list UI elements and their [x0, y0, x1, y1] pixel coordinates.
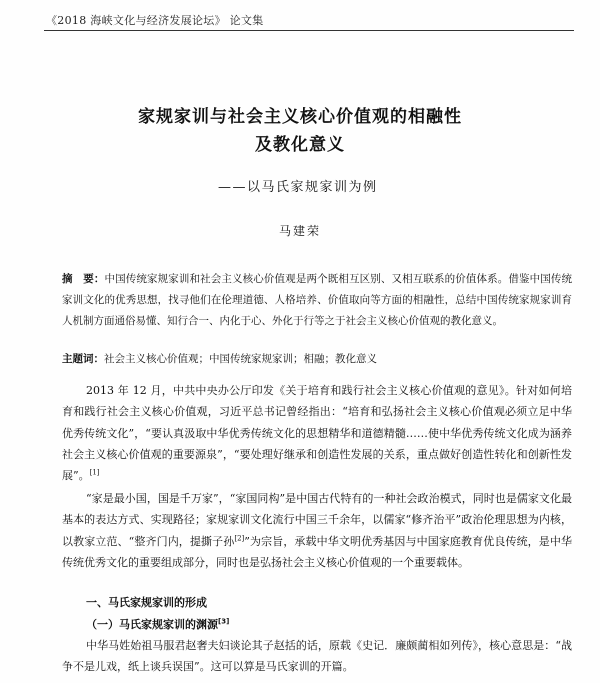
keywords-text: 社会主义核心价值观；中国传统家规家训；相融；教化意义: [104, 353, 377, 365]
citation-ref-1: [1]: [89, 468, 100, 477]
running-header: 《2018 海峡文化与经济发展论坛》 论文集: [46, 14, 264, 27]
paragraph-3-text: 中华马姓始祖马服君赵奢夫妇谈论其子赵括的话，原载《史记．廉颇蔺相如列传》，核心意思是：“战争不是儿戏，纸上谈兵误国”。这可以算是马氏家训的开篇。: [62, 639, 572, 674]
body-paragraph-3: [62, 635, 572, 678]
article-title-line-1: 家规家训与社会主义核心价值观的相融性: [138, 107, 462, 127]
subsection-heading-1: [86, 616, 229, 632]
article-title-line-2: 及教化意义: [255, 135, 345, 155]
keywords: [62, 349, 572, 370]
section-heading-1: 一、马氏家规家训的形成: [86, 596, 207, 609]
header-divider: [44, 30, 574, 31]
author-name: 马建荣: [278, 224, 321, 238]
body-paragraph-2: [62, 488, 572, 573]
citation-ref-2: [2]: [234, 533, 245, 542]
keywords-label: 主题词：: [62, 353, 104, 365]
paragraph-2-text-b: ”为宗旨，承载中华文明优秀基因与中国家庭教育优良传统，是中华传统优秀文化的重要组成部分，同时也是弘扬社会主义核心价值观的一个重要载体。: [62, 534, 572, 569]
body-paragraph-1: [62, 380, 572, 486]
paragraph-2-text-a: “家是最小国，国是千万家”，“家国同构”是中国古代特有的一种社会政治模式，同时也是儒家文化最基本的表达方式、实现路径；家规家训文化流行中国三千余年，以儒家“修齐治平”政治伦理思想为内核，以教家立范、“整齐门内，提撕子孙: [62, 492, 572, 548]
abstract-text: 中国传统家规家训和社会主义核心价值观是两个既相互区别、又相互联系的价值体系。借鉴中国传统家训文化的优秀思想，找寻他们在伦理道德、人格培养、价值取向等方面的相融性，总结中国传统家规家训育人机制方面通俗易懂、知行合一、内化于心、外化于行等之于社会主义核心价值观的教化意义。: [62, 273, 573, 327]
subsection-heading-text: （一）马氏家规家训的渊源: [86, 618, 218, 631]
abstract: [62, 269, 572, 332]
paragraph-1-text: 2013 年 12 月，中共中央办公厅印发《关于培育和践行社会主义核心价值观的意见》。针对如何培育和践行社会主义核心价值观，习近平总书记曾经指出：“培育和弘扬社会主义核心价值观必须立足中华优秀传统文化”，“要认真汲取中华优秀传统文化的思想精华和道德精髓……使中华优秀传统文化成为涵养社会主义核心价值观的重要源泉”，“要处理好继承和创造性发展的关系，重点做好创造性转化和创新性发展”。: [62, 384, 572, 483]
article-subtitle: ——以马氏家规家训为例: [218, 180, 378, 195]
abstract-label: 摘 要：: [62, 273, 105, 285]
citation-ref-3: [3]: [218, 617, 230, 626]
